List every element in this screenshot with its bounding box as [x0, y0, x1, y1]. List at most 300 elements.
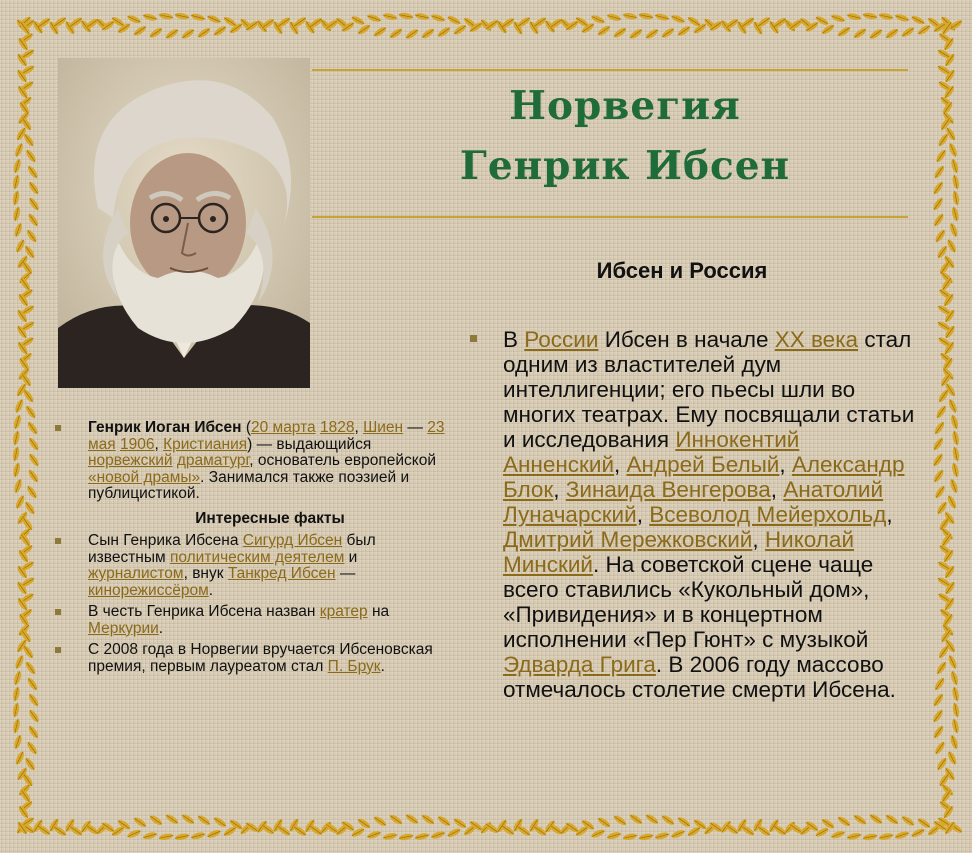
leaf-icon — [20, 576, 35, 588]
leaf-icon — [606, 831, 621, 841]
leaf-icon — [165, 27, 180, 40]
leaf-icon — [869, 813, 884, 826]
link-merezhkovsky[interactable]: Дмитрий Мережковский — [503, 527, 753, 552]
leaf-icon — [757, 825, 772, 838]
leaf-icon — [430, 13, 445, 23]
leaf-icon — [12, 703, 21, 718]
bio-text: ( — [241, 419, 251, 436]
leaf-icon — [946, 750, 958, 765]
leaf-icon — [101, 19, 116, 32]
leaf-icon — [159, 12, 174, 21]
leaf-icon — [947, 654, 958, 669]
leaf-icon — [421, 813, 436, 826]
link-mercury[interactable]: Меркурии — [88, 619, 159, 637]
leaf-icon — [181, 27, 196, 40]
leaf-icon — [879, 832, 894, 841]
leaf-icon — [17, 549, 30, 564]
leaf-icon — [239, 17, 253, 31]
leaf-icon — [821, 817, 836, 830]
leaf-icon — [677, 25, 692, 38]
leaf-icon — [943, 18, 957, 32]
leaf-icon — [805, 20, 820, 33]
fact-text: . — [380, 657, 385, 675]
leaf-icon — [814, 826, 829, 838]
leaf-icon — [942, 805, 955, 820]
leaf-icon — [952, 703, 961, 718]
leaf-icon — [17, 623, 31, 637]
leaf-icon — [934, 229, 947, 244]
leaf-icon — [575, 825, 590, 838]
leaf-icon — [20, 320, 35, 332]
leaf-icon — [575, 15, 590, 28]
leaf-icon — [17, 37, 30, 52]
leaf-icon — [939, 351, 954, 365]
leaf-icon — [485, 822, 500, 835]
leaf-icon — [940, 629, 953, 644]
bio-item — [52, 420, 452, 503]
para-text: , — [553, 477, 566, 502]
title-rule-top — [312, 69, 908, 71]
leaf-icon — [389, 27, 404, 40]
left-column — [52, 420, 452, 680]
leaf-icon — [23, 245, 36, 260]
leaf-icon — [405, 28, 420, 41]
leaf-icon — [69, 16, 84, 29]
leaf-icon — [27, 197, 40, 212]
leaf-icon — [16, 325, 29, 340]
leaf-icon — [415, 832, 430, 841]
leaf-icon — [223, 15, 238, 28]
leaf-icon — [69, 824, 84, 837]
leaf-icon — [940, 533, 953, 548]
leaf-icon — [18, 95, 33, 109]
leaf-icon — [14, 750, 26, 765]
leaf-icon — [942, 111, 956, 125]
leaf-icon — [20, 592, 35, 605]
leaf-icon — [940, 15, 954, 29]
leaf-icon — [805, 820, 820, 833]
leaf-icon — [623, 12, 638, 21]
leaf-icon — [12, 462, 21, 477]
title-country: Норвегия — [509, 83, 741, 129]
leaf-icon — [943, 767, 956, 782]
leaf-icon — [149, 26, 164, 39]
link-vengerova[interactable]: Зинаида Венгерова — [565, 477, 771, 502]
leaf-icon — [133, 816, 148, 829]
leaf-icon — [20, 80, 35, 93]
leaf-icon — [936, 576, 951, 588]
leaf-icon — [951, 431, 960, 446]
leaf-icon — [938, 543, 953, 556]
leaf-icon — [939, 607, 954, 620]
leaf-icon — [949, 18, 964, 31]
bullet-icon — [470, 335, 477, 342]
fact-item — [52, 642, 452, 675]
leaf-icon — [719, 19, 732, 34]
leaf-icon — [932, 469, 945, 484]
link-annensky[interactable]: Иннокентий Анненский — [503, 427, 800, 477]
leaf-icon — [917, 817, 932, 830]
link-politician[interactable]: политическим деятелем — [169, 548, 345, 566]
leaf-icon — [741, 824, 756, 837]
leaf-icon — [142, 831, 157, 841]
leaf-icon — [559, 822, 573, 836]
leaf-icon — [399, 833, 414, 842]
leaf-icon — [350, 14, 365, 26]
leaf-icon — [430, 830, 445, 840]
leaf-icon — [16, 565, 29, 580]
leaf-icon — [942, 613, 955, 628]
leaf-icon — [48, 817, 60, 832]
leaf-icon — [149, 814, 164, 827]
leaf-icon — [190, 12, 205, 22]
leaf-icon — [943, 325, 956, 340]
fact-text: , внук — [183, 565, 228, 582]
leaf-icon — [606, 12, 621, 22]
leaf-icon — [863, 833, 878, 842]
leaf-icon — [629, 27, 644, 40]
leaf-icon — [16, 597, 29, 612]
leaf-icon — [17, 111, 31, 125]
leaf-icon — [703, 822, 717, 836]
link-place-death[interactable]: Кристиания — [163, 435, 248, 453]
leaf-icon — [16, 255, 29, 270]
leaf-icon — [14, 398, 25, 413]
leaf-icon — [501, 824, 516, 837]
leaf-icon — [28, 453, 41, 468]
para-text: , — [636, 502, 650, 527]
para-text: . В 2006 году массово отмечалось столетие смерти Ибсена. — [503, 652, 896, 702]
leaf-icon — [288, 20, 300, 35]
leaf-icon — [932, 437, 945, 452]
leaf-icon — [255, 19, 268, 34]
leaf-icon — [165, 813, 180, 826]
leaf-icon — [581, 818, 596, 831]
link-p-brook[interactable]: П. Брук — [327, 657, 381, 675]
bio-text: , основатель европейской — [249, 452, 437, 469]
leaf-icon — [783, 820, 797, 835]
leaf-icon — [940, 271, 954, 285]
leaf-icon — [941, 623, 955, 637]
facts-heading: Интересные факты — [195, 509, 345, 527]
leaf-icon — [533, 824, 548, 837]
leaf-icon — [703, 17, 717, 31]
leaf-icon — [304, 818, 317, 833]
leaf-icon — [16, 341, 29, 356]
leaf-icon — [18, 101, 31, 116]
leaf-icon — [725, 17, 740, 30]
leaf-icon — [936, 320, 951, 332]
bullet-icon — [55, 425, 61, 431]
link-new-drama[interactable]: «новой драмы» — [88, 468, 201, 486]
leaf-icon — [946, 494, 958, 509]
leaf-icon — [421, 27, 436, 40]
leaf-icon — [768, 20, 781, 35]
leaf-icon — [16, 309, 29, 324]
leaf-icon — [64, 20, 77, 35]
leaf-icon — [17, 783, 31, 797]
leaf-icon — [597, 24, 612, 37]
leaf-icon — [501, 16, 516, 29]
leaf-icon — [932, 453, 945, 468]
link-grieg[interactable]: Эдварда Грига — [503, 652, 656, 677]
leaf-icon — [17, 367, 31, 381]
leaf-icon — [37, 824, 52, 837]
leaf-icon — [18, 21, 31, 36]
leaf-icon — [463, 823, 478, 836]
leaf-icon — [64, 818, 77, 833]
leaf-icon — [645, 813, 660, 826]
leaf-icon — [853, 27, 868, 40]
leaf-icon — [325, 822, 340, 835]
leaf-icon — [21, 822, 36, 835]
fact-text: на — [367, 603, 390, 620]
fact-text: был известным — [88, 532, 376, 566]
leaf-icon — [437, 26, 452, 39]
link-place-birth[interactable]: Шиен — [363, 419, 404, 436]
leaf-icon — [350, 826, 365, 838]
leaf-icon — [768, 818, 781, 833]
leaf-icon — [937, 389, 950, 404]
leaf-icon — [773, 16, 788, 29]
leaf-icon — [13, 734, 23, 749]
leaf-icon — [944, 581, 957, 596]
leaf-icon — [24, 405, 37, 420]
leaf-icon — [12, 206, 21, 221]
link-lunacharsky[interactable]: Анатолий Луначарский — [503, 477, 884, 527]
leaf-icon — [446, 827, 461, 839]
leaf-icon — [937, 816, 952, 829]
russia-paragraph — [470, 327, 920, 702]
leaf-icon — [27, 469, 40, 484]
leaf-icon — [117, 22, 132, 35]
leaf-icon — [27, 725, 40, 740]
leaf-icon — [453, 817, 468, 830]
para-text: , — [752, 527, 765, 552]
leaf-icon — [549, 17, 564, 30]
link-sigurd-ibsen[interactable]: Сигурд Ибсен — [242, 532, 343, 549]
leaf-icon — [22, 389, 35, 404]
leaf-icon — [245, 19, 260, 32]
leaf-icon — [13, 478, 23, 493]
leaf-icon — [937, 304, 952, 317]
leaf-icon — [645, 27, 660, 40]
leaf-icon — [24, 149, 37, 164]
leaf-icon — [927, 16, 942, 29]
leaf-icon — [512, 20, 524, 35]
link-minsky[interactable]: Николай Минский — [503, 527, 855, 577]
bio-text: . Занимался также поэзией и публицистикой. — [88, 468, 410, 502]
leaf-icon — [53, 16, 68, 29]
portrait-image — [58, 58, 310, 388]
leaf-icon — [437, 815, 452, 828]
link-blok[interactable]: Александр Блок — [503, 452, 905, 502]
leaf-icon — [16, 511, 29, 526]
leaf-icon — [932, 693, 945, 708]
link-year-death[interactable]: 1906 — [119, 435, 155, 453]
leaf-icon — [229, 22, 244, 35]
leaf-icon — [938, 261, 951, 276]
leaf-icon — [288, 817, 300, 832]
leaf-icon — [14, 238, 26, 253]
leaf-icon — [941, 357, 954, 372]
para-text: , — [886, 502, 893, 527]
leaf-icon — [20, 48, 35, 60]
leaf-icon — [25, 485, 38, 500]
leaf-icon — [197, 814, 212, 827]
leaf-icon — [126, 828, 141, 839]
leaf-icon — [939, 373, 952, 388]
bio-text: , — [154, 435, 164, 453]
link-crater[interactable]: кратер — [319, 603, 368, 620]
leaf-icon — [335, 16, 350, 30]
leaf-icon — [453, 23, 468, 36]
leaf-icon — [382, 12, 397, 21]
leaf-icon — [901, 814, 916, 827]
leaf-icon — [853, 813, 868, 826]
leaf-icon — [949, 822, 964, 835]
leaf-icon — [846, 832, 861, 841]
leaf-icon — [175, 12, 190, 21]
leaf-icon — [19, 31, 34, 44]
leaf-icon — [206, 828, 221, 839]
link-bely[interactable]: Андрей Белый — [626, 452, 780, 477]
leaf-icon — [14, 494, 26, 509]
leaf-icon — [936, 245, 949, 260]
leaf-icon — [309, 16, 324, 29]
leaf-icon — [935, 757, 948, 772]
leaf-icon — [446, 14, 461, 26]
fact-text: С 2008 года в Норвегии вручается Ибсеновская премия, первым лауреатом стал — [88, 641, 433, 675]
leaf-icon — [799, 16, 814, 30]
leaf-icon — [693, 818, 708, 831]
leaf-icon — [16, 767, 29, 782]
leaf-icon — [752, 817, 764, 832]
leaf-icon — [101, 821, 116, 834]
leaf-icon — [12, 191, 21, 206]
leaf-icon — [943, 53, 956, 68]
portrait-photo-icon — [58, 58, 310, 388]
link-russia[interactable]: России — [524, 327, 599, 352]
link-journalist[interactable]: журналистом — [88, 565, 184, 582]
leaf-icon — [319, 820, 333, 834]
leaf-icon — [752, 20, 764, 35]
para-text: стал одним из властителей дум интеллигенции; его пьесы шли во многих театрах. Ему посвящали статьи и исследования — [503, 327, 915, 452]
leaf-icon — [943, 511, 956, 526]
link-meyerhold[interactable]: Всеволод Мейерхольд — [649, 502, 887, 527]
leaf-icon — [181, 813, 196, 826]
section-subtitle: Ибсен и Россия — [596, 258, 768, 283]
fact-text: В честь Генрика Ибсена назван — [88, 603, 320, 620]
leaf-icon — [933, 819, 948, 832]
leaf-icon — [719, 819, 732, 834]
leaf-icon — [943, 255, 956, 270]
leaf-icon — [789, 18, 804, 31]
leaf-icon — [677, 816, 692, 829]
leaf-icon — [935, 661, 948, 676]
right-column — [470, 327, 920, 702]
para-text: , — [770, 477, 784, 502]
leaf-icon — [32, 818, 45, 833]
leaf-icon — [18, 613, 31, 628]
leaf-icon — [512, 818, 524, 833]
leaf-icon — [22, 645, 35, 660]
leaf-icon — [277, 16, 292, 29]
leaf-icon — [932, 725, 945, 740]
link-date-death[interactable]: 23 мая — [88, 419, 445, 453]
leaf-icon — [741, 16, 756, 29]
leaf-icon — [197, 26, 212, 39]
link-playwright[interactable]: драматург — [176, 452, 250, 469]
leaf-icon — [79, 19, 92, 34]
leaf-icon — [190, 831, 205, 841]
leaf-icon — [581, 22, 596, 35]
leaf-icon — [944, 639, 957, 654]
leaf-icon — [910, 827, 925, 839]
leaf-icon — [943, 85, 956, 100]
leaf-icon — [943, 565, 956, 580]
leaf-icon — [952, 447, 961, 462]
leaf-icon — [37, 16, 52, 29]
link-20th-century[interactable]: XX века — [774, 327, 859, 352]
leaf-icon — [366, 830, 381, 840]
leaf-icon — [335, 823, 350, 837]
link-norwegian[interactable]: норвежский — [88, 452, 173, 469]
leaf-icon — [213, 24, 228, 37]
leaf-icon — [479, 821, 493, 835]
leaf-icon — [117, 818, 132, 831]
leaf-icon — [341, 20, 356, 33]
link-date-birth[interactable]: 20 марта — [250, 419, 316, 436]
link-tancred-ibsen[interactable]: Танкред Ибсен — [227, 565, 336, 582]
link-year-birth[interactable]: 1828 — [319, 419, 355, 436]
fact-text: . — [158, 619, 164, 637]
leaf-icon — [686, 15, 701, 28]
leaf-icon — [20, 816, 35, 829]
leaf-icon — [277, 824, 292, 837]
leaf-icon — [549, 823, 564, 836]
leaf-icon — [935, 405, 948, 420]
leaf-icon — [15, 820, 29, 834]
leaf-icon — [736, 20, 749, 35]
leaf-icon — [415, 12, 430, 21]
leaf-icon — [949, 734, 959, 749]
leaf-icon — [23, 501, 36, 516]
leaf-icon — [14, 142, 25, 157]
leaf-icon — [293, 825, 308, 838]
leaf-icon — [304, 20, 317, 35]
leaf-icon — [941, 101, 954, 116]
leaf-icon — [946, 238, 958, 253]
leaf-icon — [18, 15, 32, 29]
leaf-icon — [15, 18, 29, 32]
leaf-icon — [19, 789, 32, 804]
leaf-icon — [111, 15, 126, 28]
leaf-icon — [533, 16, 548, 29]
leaf-icon — [940, 789, 953, 804]
leaf-icon — [18, 527, 32, 541]
title-rule-bottom — [312, 216, 908, 218]
leaf-icon — [661, 26, 676, 39]
leaf-icon — [949, 670, 959, 685]
leaf-icon — [943, 821, 957, 835]
leaf-icon — [894, 13, 909, 23]
leaf-icon — [951, 462, 960, 477]
bio-name: Генрик Иоган Ибсен — [88, 419, 242, 436]
link-film-director[interactable]: кинорежиссёром — [88, 581, 209, 599]
leaf-icon — [736, 818, 749, 833]
leaf-icon — [18, 357, 31, 372]
